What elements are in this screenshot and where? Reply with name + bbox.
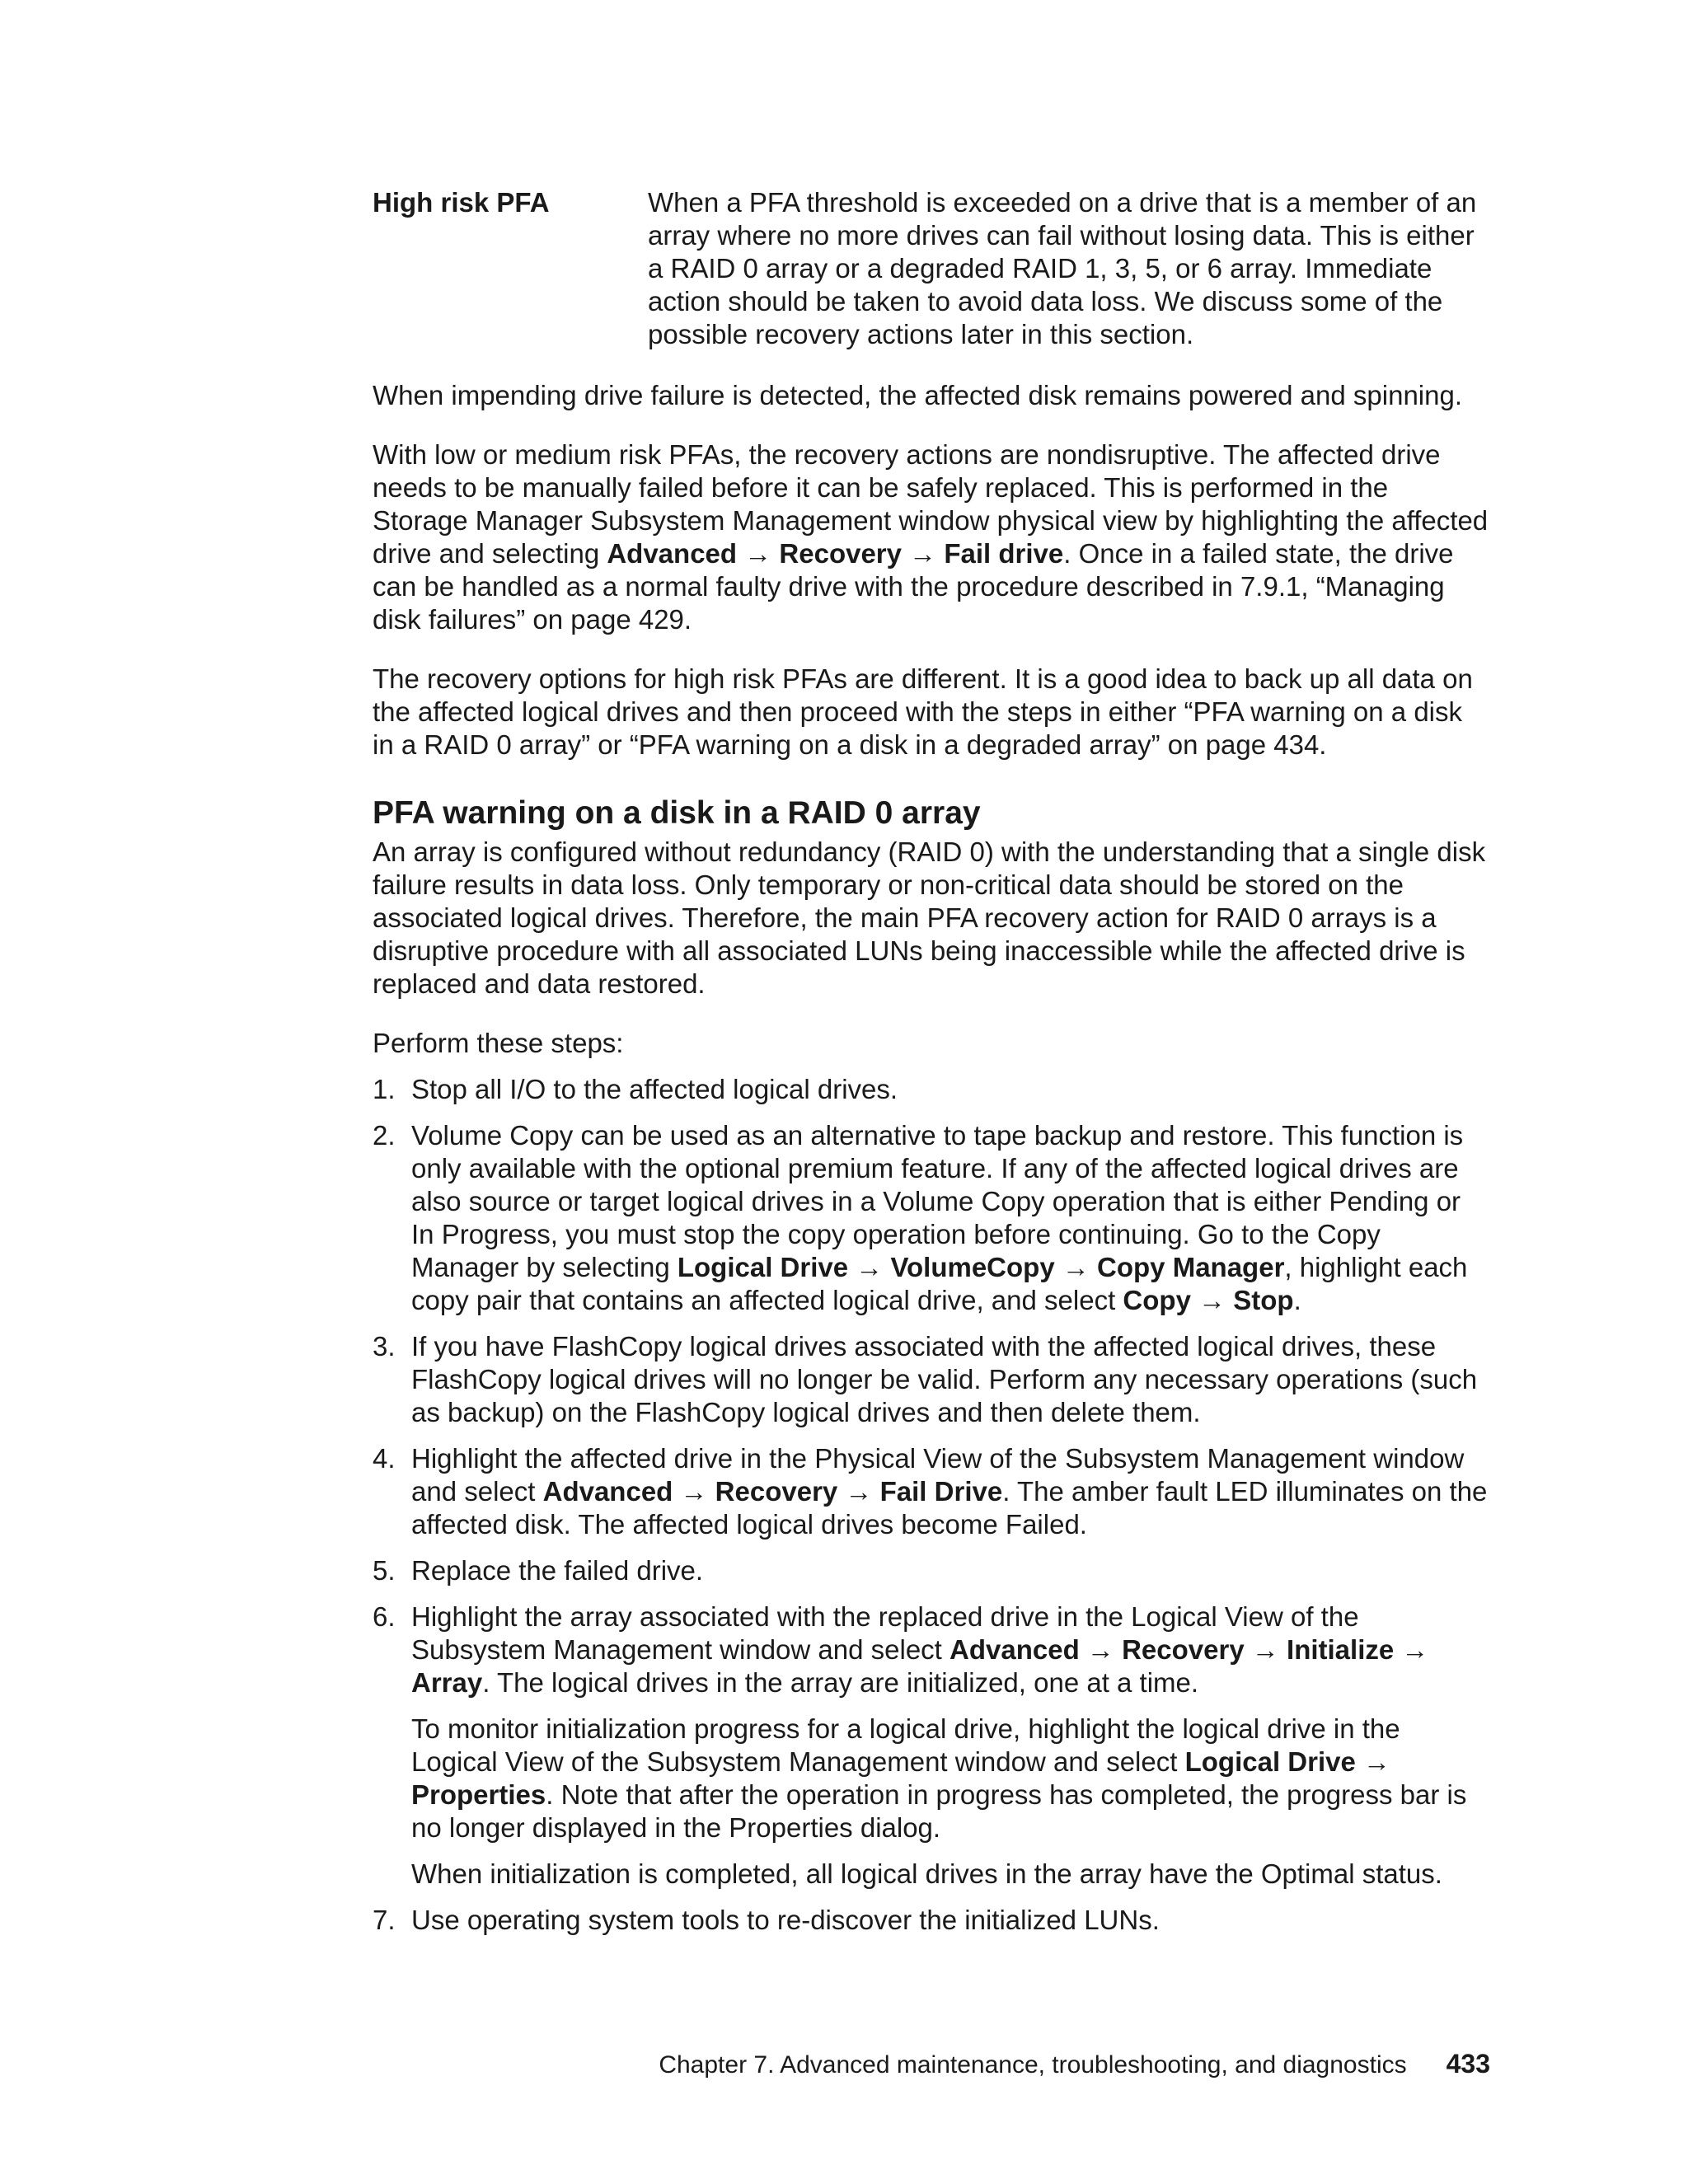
step-subparagraph: To monitor initialization progress for a logical drive, highlight the logical drive in the Logical View of the Subsystem Management window and select Logical Drive → Properties. Note that after the operation in progress has completed, the progress bar is no longer displayed in the Properties dialog. (411, 1713, 1467, 1843)
arrow: → (837, 1476, 880, 1507)
menu-stop: Stop (1233, 1285, 1294, 1315)
footer-chapter-title: Chapter 7. Advanced maintenance, troubleshooting, and diagnostics (659, 2051, 1407, 2079)
menu-properties: Properties (411, 1779, 546, 1810)
arrow: → (1394, 1634, 1429, 1665)
arrow: → (1355, 1746, 1390, 1777)
menu-copy-manager: Copy Manager (1097, 1252, 1285, 1282)
menu-fail-drive: Fail drive (944, 538, 1064, 569)
menu-recovery: Recovery (715, 1476, 838, 1507)
menu-advanced: Advanced (950, 1634, 1080, 1665)
list-item (373, 1601, 1490, 1891)
arrow: → (1244, 1634, 1287, 1665)
list-item (373, 1073, 1490, 1106)
arrow: → (848, 1252, 891, 1282)
step-number: 1. (373, 1074, 396, 1104)
step-text: If you have FlashCopy logical drives associated with the affected logical drives, these FlashCopy logical drives will no longer be valid. Perform any necessary operations (such as backup) on the FlashCopy logical drives and then delete them. (411, 1331, 1478, 1427)
paragraph-perform-steps: Perform these steps: (373, 1028, 624, 1058)
step-content (411, 1601, 1490, 1891)
step-number: 7. (373, 1905, 396, 1935)
menu-fail-drive: Fail Drive (879, 1476, 1003, 1507)
definition-row (373, 186, 1490, 351)
list-item (373, 1904, 1490, 1937)
list-item (373, 1442, 1490, 1541)
document-body (373, 186, 1490, 1950)
menu-advanced: Advanced (542, 1476, 673, 1507)
arrow: → (737, 538, 780, 569)
step-text: Use operating system tools to re-discover the initialized LUNs. (411, 1905, 1160, 1935)
menu-advanced: Advanced (607, 538, 738, 569)
arrow: → (1079, 1634, 1123, 1665)
step-number: 2. (373, 1120, 396, 1151)
list-item (373, 1119, 1490, 1317)
step-text: Stop all I/O to the affected logical drives. (411, 1074, 898, 1104)
step-text: Replace the failed drive. (411, 1555, 704, 1586)
page-number: 433 (1446, 2049, 1490, 2079)
paragraph-low-medium-risk: With low or medium risk PFAs, the recovery actions are nondisruptive. The affected drive needs to be manually failed before it can be safely replaced. This is performed in the Storage Manager Subsystem Management window physical view by highlighting the affected drive and selecting Advanced → Recovery → Fail drive. Once in a failed state, the drive can be handled as a normal faulty drive with the procedure described in 7.9.1, “Managing disk failures” on page 429. (373, 439, 1489, 635)
paragraph-high-risk-options: The recovery options for high risk PFAs are different. It is a good idea to back up all data on the affected logical drives and then proceed with the steps in either “PFA warning on a disk in a RAID 0 array” or “PFA warning on a disk in a degraded array” on page 434. (373, 663, 1473, 760)
step-text: Volume Copy can be used as an alternative to tape backup and restore. This function is only available with the optional premium feature. If any of the affected logical drives are also source or target logical drives in a Volume Copy operation that is either Pending or In Progress, you must stop the copy operation before continuing. Go to the Copy Manager by selecting Logical Drive → VolumeCopy → Copy Manager, highlight each copy pair that contains an affected logical drive, and select Copy → Stop. (411, 1120, 1468, 1315)
step-number: 6. (373, 1601, 396, 1632)
definition-term: High risk PFA (373, 187, 550, 218)
menu-logical-drive: Logical Drive (1184, 1746, 1356, 1777)
menu-recovery: Recovery (779, 538, 903, 569)
steps-list (373, 1073, 1490, 1937)
menu-logical-drive: Logical Drive (677, 1252, 849, 1282)
menu-array: Array (411, 1667, 483, 1698)
arrow: → (1190, 1285, 1234, 1315)
definition-description: When a PFA threshold is exceeded on a drive that is a member of an array where no more drives can fail without losing data. This is either a RAID 0 array or a degraded RAID 1, 3, 5, or 6 array. Immediate action should be taken to avoid data loss. We discuss some of the possible recovery actions later in this section. (648, 187, 1477, 349)
step-number: 5. (373, 1555, 396, 1586)
step-number: 3. (373, 1331, 396, 1361)
arrow: → (1054, 1252, 1098, 1282)
page-footer (659, 2049, 1490, 2080)
menu-copy: Copy (1123, 1285, 1191, 1315)
menu-recovery: Recovery (1122, 1634, 1245, 1665)
arrow: → (673, 1476, 715, 1507)
arrow: → (902, 538, 945, 569)
menu-initialize: Initialize (1287, 1634, 1395, 1665)
step-subparagraph: When initialization is completed, all logical drives in the array have the Optimal status. (411, 1858, 1442, 1889)
step-text: Highlight the affected drive in the Physical View of the Subsystem Management window and select Advanced → Recovery → Fail Drive. The amber fault LED illuminates on the affected disk. The affected logical drives become Failed. (411, 1443, 1488, 1540)
menu-volumecopy: VolumeCopy (890, 1252, 1055, 1282)
list-item (373, 1330, 1490, 1429)
paragraph-raid0-intro: An array is configured without redundancy (RAID 0) with the understanding that a single disk failure results in data loss. Only temporary or non-critical data should be stored on the associated logical drives. Therefore, the main PFA recovery action for RAID 0 arrays is a disruptive procedure with all associated LUNs being inaccessible while the affected drive is replaced and data restored. (373, 837, 1486, 999)
paragraph-impending-failure: When impending drive failure is detected, the affected disk remains powered and spinning. (373, 380, 1462, 410)
list-item (373, 1554, 1490, 1587)
step-text: Highlight the array associated with the replaced drive in the Logical View of the Subsystem Management window and select Advanced → Recovery → Initialize → Array. The logical drives in the array are initialized, one at a time. (411, 1601, 1429, 1698)
section-heading: PFA warning on a disk in a RAID 0 array (373, 795, 981, 831)
step-number: 4. (373, 1443, 396, 1474)
